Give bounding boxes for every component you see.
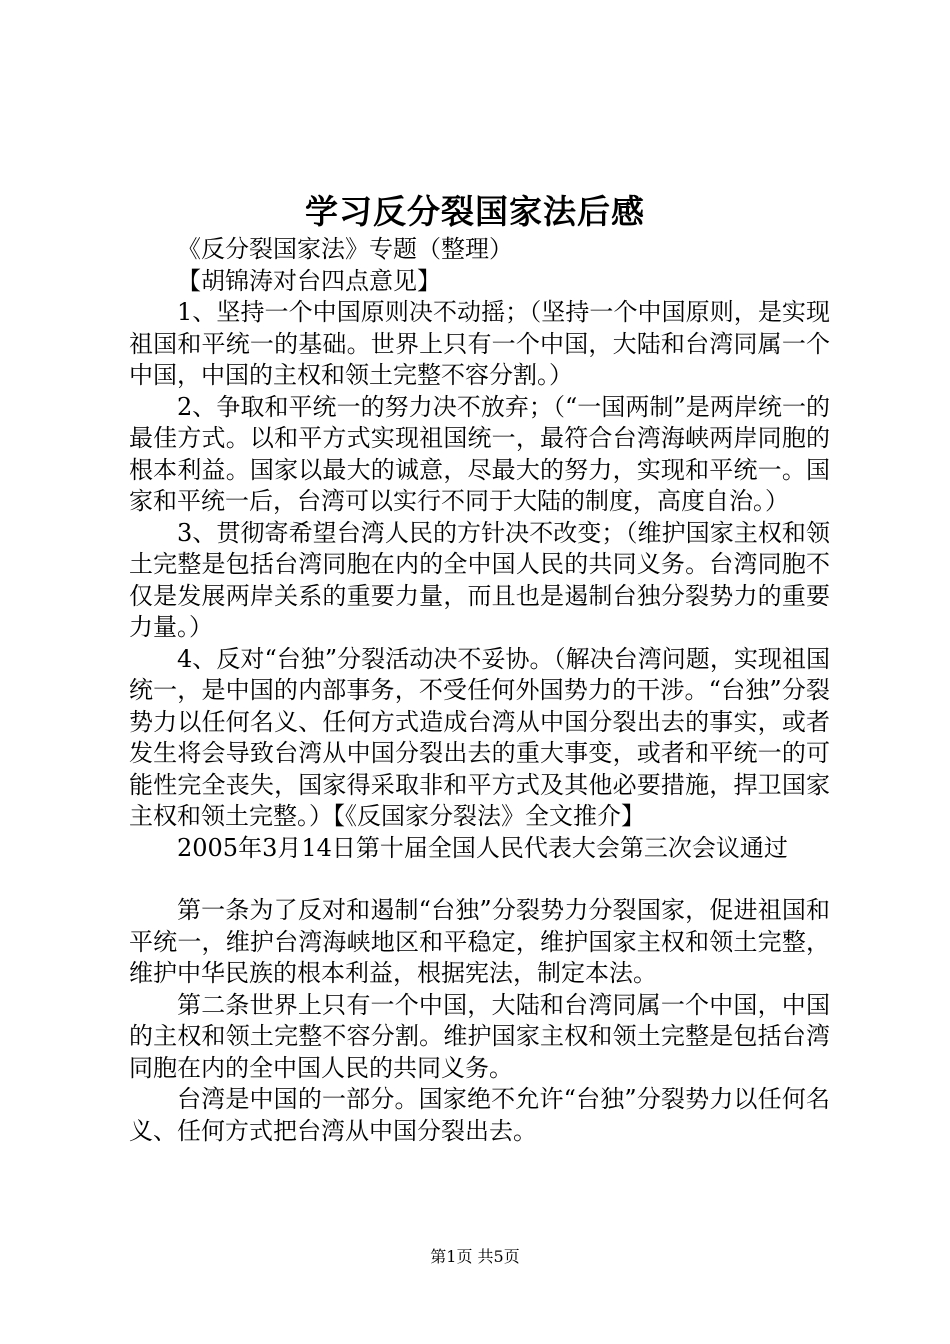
paragraph-adoption-date: 2005年3月14日第十届全国人民代表大会第三次会议通过 [177,833,788,862]
page-number: 第1页 共5页 [430,1247,520,1266]
paragraph-topic: 《反分裂国家法》专题（整理） [177,235,513,263]
document-title: 学习反分裂国家法后感 [305,192,645,231]
paragraph-point-3: 3、贯彻寄希望台湾人民的方针决不改变；（维护国家主权和领土完整是包括台湾同胞在内的全中国人民的共同义务。台湾同胞不仅是发展两岸关系的重要力量，而且也是遏制台独分裂势力的重要力量。） [129,518,830,641]
paragraph-point-1: 1、坚持一个中国原则决不动摇；（坚持一个中国原则，是实现祖国和平统一的基础。世界上只有一个中国，大陆和台湾同属一个中国，中国的主权和领土完整不容分割。） [129,298,830,389]
paragraph-section-heading: 【胡锦涛对台四点意见】 [177,266,441,295]
paragraph-article-2: 第二条世界上只有一个中国，大陆和台湾同属一个中国，中国的主权和领土完整不容分割。维护国家主权和领土完整是包括台湾同胞在内的全中国人民的共同义务。 [129,990,830,1082]
paragraph-article-1: 第一条为了反对和遏制“台独”分裂势力分裂国家，促进祖国和平统一，维护台湾海峡地区和平稳定，维护国家主权和领土完整，维护中华民族的根本利益，根据宪法，制定本法。 [129,896,830,987]
paragraph-point-2: 2、争取和平统一的努力决不放弃；（“一国两制”是两岸统一的最佳方式。以和平方式实现祖国统一，最符合台湾海峡两岸同胞的根本利益。国家以最大的诚意，尽最大的努力，实现和平统一。国家和平统一后，台湾可以实行不同于大陆的制度，高度自治。） [129,392,830,515]
paragraph-article-2-cont: 台湾是中国的一部分。国家绝不允许“台独”分裂势力以任何名义、任何方式把台湾从中国分裂出去。 [129,1085,830,1145]
document-body [129,234,830,1147]
paragraph-point-4: 4、反对“台独”分裂活动决不妥协。（解决台湾问题，实现祖国统一，是中国的内部事务，不受任何外国势力的干涉。“台独”分裂势力以任何名义、任何方式造成台湾从中国分裂出去的事实，或者发生将会导致台湾从中国分裂出去的重大事变，或者和平统一的可能性完全丧失，国家得采取非和平方式及其他必要措施，捍卫国家主权和领土完整。）【《反国家分裂法》全文推介】 [129,644,830,830]
